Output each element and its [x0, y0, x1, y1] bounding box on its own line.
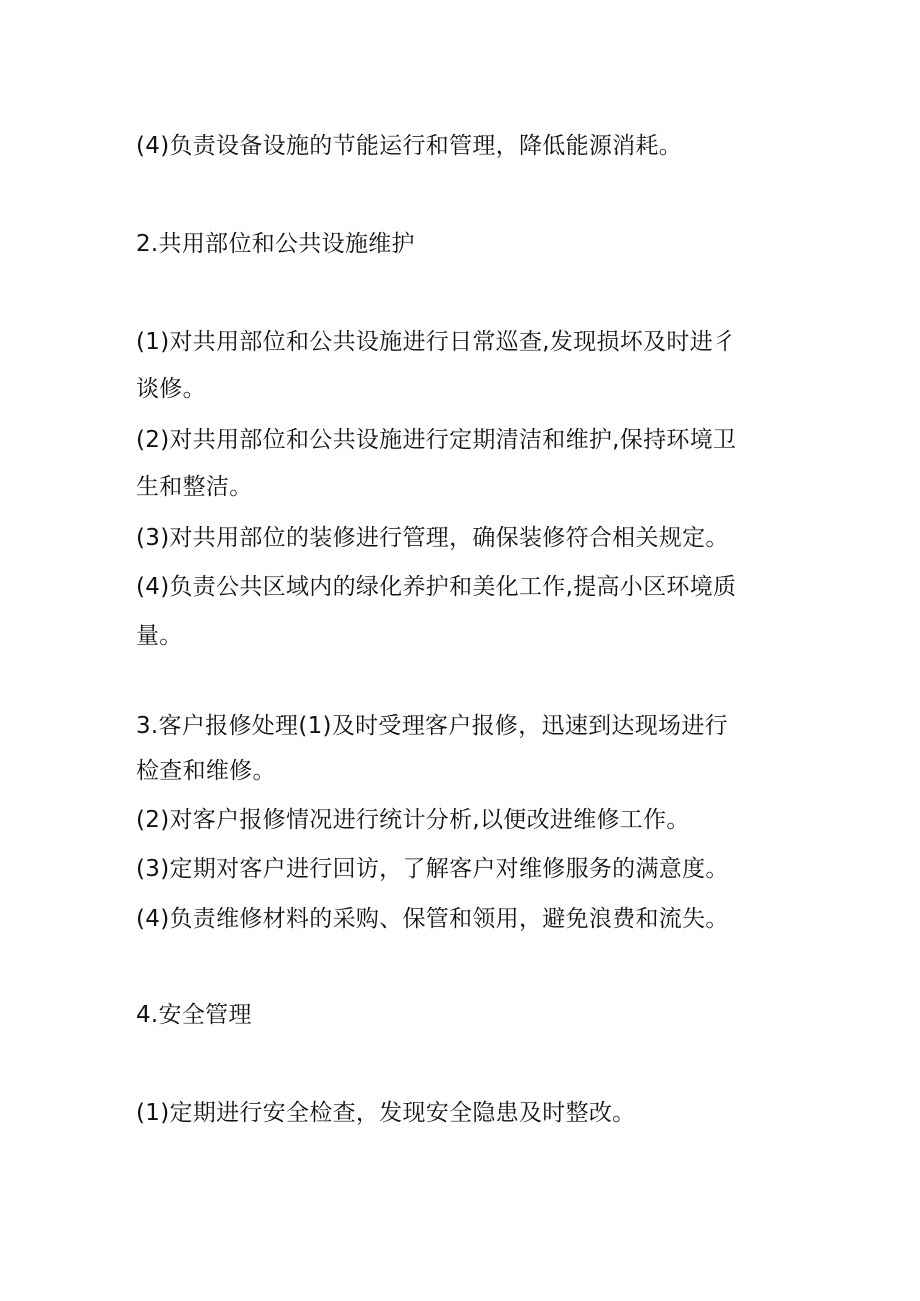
text-line: 检查和维修。 [136, 758, 276, 784]
text-line: 生和整洁。 [136, 474, 253, 500]
text-line: (3)对共用部位的装修进行管理，确保装修符合相关规定。 [136, 525, 729, 551]
text-line: (4)负责公共区域内的绿化养护和美化工作,提高小区环境质 [136, 574, 737, 600]
text-line: (1)定期进行安全检查，发现安全隐患及时整改。 [136, 1100, 636, 1126]
text-line: (3)定期对客户进行回访，了解客户对维修服务的满意度。 [136, 856, 729, 882]
text-line: (4)负责维修材料的采购、保管和领用，避免浪费和流失。 [136, 906, 729, 932]
text-line: (1)对共用部位和公共设施进行日常巡查,发现损坏及时进彳 [136, 329, 737, 355]
text-line: 谈修。 [136, 376, 206, 402]
text-line: 量。 [136, 623, 183, 649]
text-line: (2)对共用部位和公共设施进行定期清洁和维护,保持环境卫 [136, 427, 737, 453]
text-line: (2)对客户报修情况进行统计分析,以便改进维修工作。 [136, 807, 690, 833]
text-line: (4)负责设备设施的节能运行和管理，降低能源消耗。 [136, 133, 683, 159]
section-heading: 3.客户报修处理(1)及时受理客户报修，迅速到达现场进行 [136, 713, 728, 739]
section-heading: 2.共用部位和公共设施维护 [136, 231, 415, 257]
section-heading: 4.安全管理 [136, 1002, 252, 1028]
